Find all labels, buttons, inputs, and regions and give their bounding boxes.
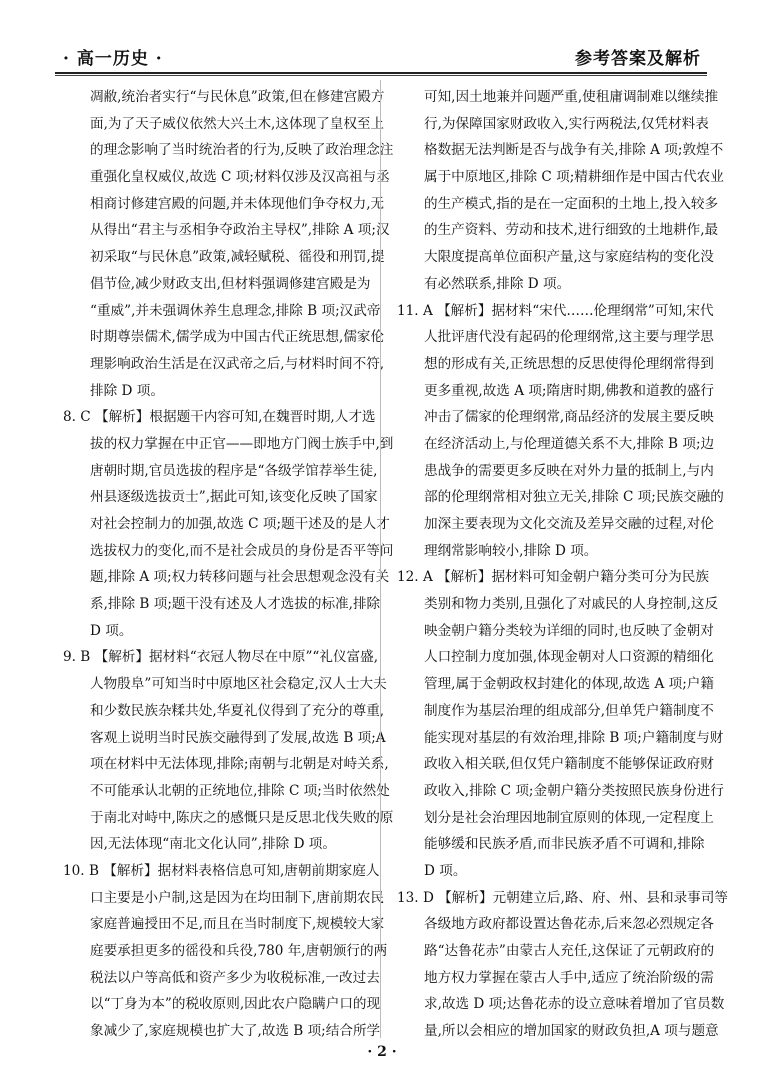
text-line: 时期尊崇儒术,儒学成为中国古代正统思想,儒家伦 (90, 329, 385, 346)
text-line: 映金朝户籍分类较为详细的同时,也反映了金朝对 (424, 622, 714, 639)
text-line: D 项。 (424, 862, 467, 879)
text-line: 题,排除 A 项;权力转移问题与社会思想观念没有关 (90, 569, 390, 586)
text-line: 能实现对基层的有效治理,排除 B 项;户籍制度与财 (424, 729, 724, 746)
text-line: 管理,属于金朝政权封建化的体现,故选 A 项;户籍 (424, 676, 714, 693)
text-line: 有必然联系,排除 D 项。 (424, 275, 571, 292)
text-line: D 项。 (90, 622, 133, 639)
text-line: 理纲常影响较小,排除 D 项。 (424, 542, 598, 559)
text-line: 庭要承担更多的徭役和兵役,780 年,唐朝颁行的两 (90, 943, 388, 959)
text-line: 能够缓和民族矛盾,而非民族矛盾不可调和,排除 (424, 836, 705, 853)
text-line: 地方权力掌握在蒙古人手中,适应了统治阶级的需 (424, 969, 714, 986)
text-line: 凋敝,统治者实行“与民休息”政策,但在修建宫殿方 (90, 89, 385, 105)
text-line: 家庭普遍授田不足,而且在当时制度下,规模较大家 (90, 916, 385, 933)
text-line: 口主要是小户制,这是因为在均田制下,唐前期农民 (90, 889, 385, 906)
left-column (63, 84, 394, 1045)
page-header (55, 40, 707, 70)
text-line: 初采取“与民休息”政策,减轻赋税、徭役和刑罚,提 (90, 249, 385, 266)
text-line: 和少数民族杂糅共处,华夏礼仪得到了充分的尊重, (90, 702, 385, 719)
text-line: 属于中原地区,排除 C 项;精耕细作是中国古代农业 (424, 169, 724, 186)
text-line: 选拔权力的变化,而不是社会成员的身份是否平等问 (90, 542, 394, 559)
text-line: 人口控制力度加强,体现金朝对人口资源的精细化 (424, 649, 714, 666)
text-line: 人批评唐代没有起码的伦理纲常,这主要与理学思 (424, 329, 714, 346)
text-line: 11. A 【解析】据材料“宋代……伦理纲常”可知,宋代 (397, 302, 714, 319)
text-line: 税法以户等高低和资产多少为收税标准,一改过去 (90, 969, 380, 986)
page-number: · 2 · (367, 1044, 397, 1060)
column-divider (380, 80, 381, 1038)
text-line: 客观上说明当时民族交融得到了发展,故选 B 项;A (90, 729, 386, 746)
text-line: 10. B 【解析】据材料表格信息可知,唐朝前期家庭人 (63, 862, 380, 879)
text-line: 患战争的需要更多反映在对外力量的抵制上,与内 (424, 462, 714, 479)
text-line: 倡节俭,减少财政支出,但材料强调修建宫殿是为 (90, 275, 371, 292)
text-line: 因,无法体现“南北文化认同”,排除 D 项。 (90, 836, 336, 853)
subject-title: · 高一历史 · (63, 49, 163, 69)
text-line: 求,故选 D 项;达鲁花赤的设立意味着增加了官员数 (424, 996, 725, 1013)
text-line: 更多重视,故选 A 项;隋唐时期,佛教和道教的盛行 (424, 382, 714, 399)
text-line: 不可能承认北朝的正统地位,排除 C 项;当时依然处 (90, 782, 390, 799)
text-line: 12. A 【解析】据材料可知金朝户籍分类可分为民族 (397, 569, 709, 586)
text-line: 类别和物力类别,且强化了对戚民的人身控制,这反 (424, 596, 719, 613)
text-line: 人物殷阜”可知当时中原地区社会稳定,汉人士大夫 (90, 676, 387, 693)
text-line: 政收入相关联,但仅凭户籍制度不能够保证政府财 (424, 756, 714, 773)
text-line: 于南北对峙中,陈庆之的感慨只是反思北伐失败的原 (90, 809, 394, 826)
text-line: 冲击了儒家的伦理纲常,商品经济的发展主要反映 (424, 409, 714, 426)
text-line: 从得出“君主与丞相争夺政治主导权”,排除 A 项;汉 (90, 222, 390, 239)
text-line: 唐朝时期,官员选拔的程序是“各级学馆荐举生徒, (90, 462, 378, 479)
text-line: 行,为保障国家财政收入,实行两税法,仅凭材料表 (424, 115, 709, 132)
text-line: 政收入,排除 C 项;金朝户籍分类按照民族身份进行 (424, 782, 724, 799)
text-line: 格数据无法判断是否与战争有关,排除 A 项;敦煌不 (424, 142, 724, 159)
text-line: “重威”,并未强调休养生息理念,排除 B 项;汉武帝 (90, 302, 381, 319)
text-line: 量,所以会相应的增加国家的财政负担,A 项与题意 (424, 1023, 719, 1040)
text-line: 可知,因土地兼并问题严重,使租庸调制难以继续推 (424, 89, 719, 105)
text-line: 在经济活动上,与伦理道德关系不大,排除 B 项;边 (424, 435, 715, 452)
text-line: 的生产模式,指的是在一定面积的土地上,投入较多 (424, 195, 719, 212)
text-line: 的理念影响了当时统治者的行为,反映了政治理念注 (90, 142, 394, 159)
text-line: 州县逐级选拔贡士”,据此可知,该变化反映了国家 (90, 489, 378, 506)
text-line: 9. B 【解析】据材料“衣冠人物尽在中原”“礼仪富盛, (63, 649, 379, 666)
text-line: 13. D 【解析】元朝建立后,路、府、州、县和录事司等 (397, 889, 728, 906)
text-line: 对社会控制力的加强,故选 C 项;题干述及的是人才 (90, 516, 390, 532)
text-line: 拔的权力掌握在中正官——即地方门阀士族手中,到 (90, 435, 394, 452)
text-line: 路“达鲁花赤”由蒙古人充任,这保证了元朝政府的 (424, 943, 715, 959)
text-line: 象减少了,家庭规模也扩大了,故选 B 项;结合所学 (90, 1023, 381, 1040)
text-line: 部的伦理纲常相对独立无关,排除 C 项;民族交融的 (424, 489, 724, 506)
text-line: 面,为了天子威仪依然大兴土木,这体现了皇权至上 (90, 115, 385, 132)
section-title: 参考答案及解析 (575, 49, 701, 69)
text-line: 制度作为基层治理的组成部分,但单凭户籍制度不 (424, 702, 714, 719)
header-rule-thin (55, 75, 707, 76)
text-line: 理影响政治生活是在汉武帝之后,与材料时间不符, (90, 355, 385, 372)
text-line: 划分是社会治理因地制宜原则的体现,一定程度上 (424, 809, 714, 826)
text-line: 以“丁身为本”的税收原则,因此农户隐瞒户口的现 (90, 996, 381, 1013)
text-line: 大限度提高单位面积产量,这与家庭结构的变化没 (424, 249, 714, 266)
text-line: 排除 D 项。 (90, 382, 164, 399)
right-column (397, 84, 728, 1045)
text-line: 8. C 【解析】根据题干内容可知,在魏晋时期,人才选 (63, 409, 376, 426)
text-line: 系,排除 B 项;题干没有述及人才选拔的标准,排除 (90, 596, 381, 613)
text-line: 各级地方政府都设置达鲁花赤,后来忽必烈规定各 (424, 916, 714, 933)
text-line: 重强化皇权威仪,故选 C 项;材料仅涉及汉高祖与丞 (90, 169, 390, 186)
text-line: 加深主要表现为文化交流及差异交融的过程,对伦 (424, 516, 714, 532)
text-line: 想的形成有关,正统思想的反思使得伦理纲常得到 (424, 355, 714, 372)
text-line: 项在材料中无法体现,排除;南朝与北朝是对峙关系, (90, 756, 389, 773)
text-line: 相商讨修建宫殿的问题,并未体现他们争夺权力,无 (90, 195, 385, 212)
header-rule (55, 72, 707, 74)
text-line: 的生产资料、劳动和技术,进行细致的土地耕作,最 (424, 222, 719, 239)
